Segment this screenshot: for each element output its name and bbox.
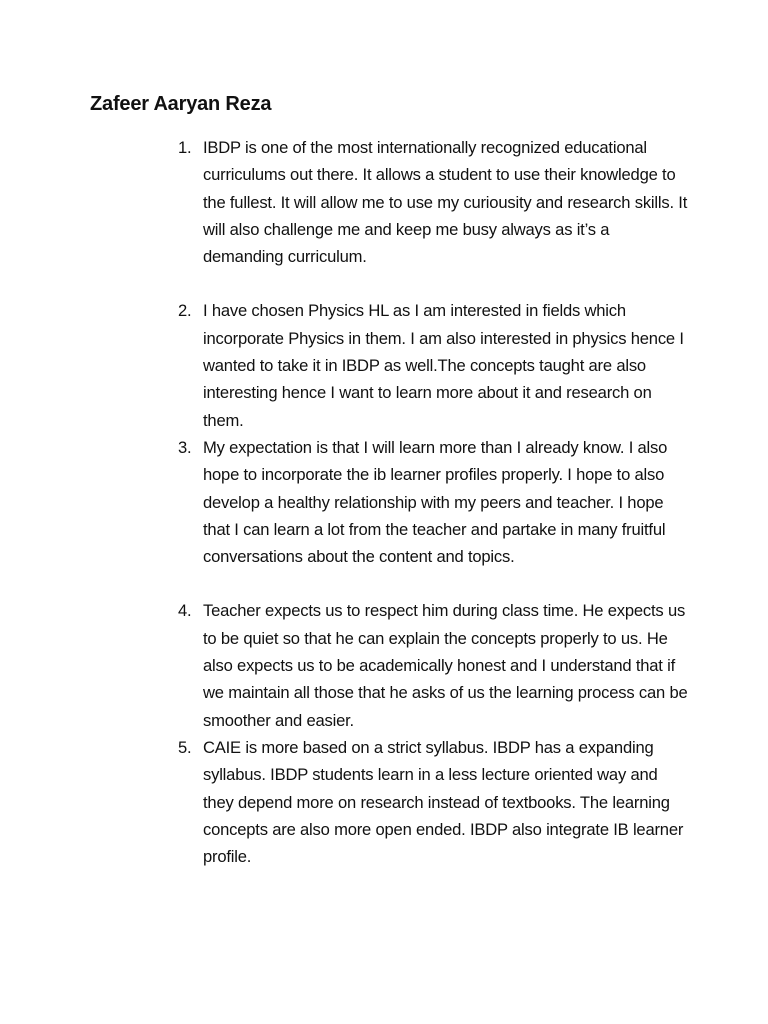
answer-text: IBDP is one of the most internationally recognized educational curriculums out there. It allows a student to use their knowledge to the fullest. It will allow me to use my curiousity and research skills. It will also challenge me and keep me busy always as it’s a demanding curriculum.	[203, 138, 688, 267]
answer-text: CAIE is more based on a strict syllabus. IBDP has a expanding syllabus. IBDP students learn in a less lecture oriented way and they depend more on research instead of textbooks. The learning concepts are also more open ended. IBDP also integrate IB learner profile.	[203, 737, 684, 867]
answer-text: Teacher expects us to respect him during class time. He expects us to be quiet so that he can explain the concepts properly to us. He also expects us to be academically honest and I understand that if we maintain all those that he asks of us the learning process can be smoother and easier.	[203, 601, 688, 730]
answer-list	[170, 134, 690, 870]
answer-number: 2.	[178, 301, 192, 321]
answer-text: My expectation is that I will learn more than I already know. I also hope to incorporate the ib learner profiles properly. I hope to also develop a healthy relationship with my peers and teacher. I hope that I can learn a lot from the teacher and partake in many fruitful conversations about the content and topics.	[203, 437, 668, 567]
answer-item-1	[170, 134, 690, 270]
answer-item-3	[170, 434, 690, 570]
answer-item-5	[170, 734, 690, 870]
answer-number: 5.	[178, 737, 192, 757]
answer-number: 4.	[178, 601, 192, 621]
answer-number: 1.	[178, 138, 192, 157]
answer-number: 3.	[178, 437, 192, 457]
answer-item-4	[170, 597, 690, 733]
answer-item-2	[170, 297, 690, 433]
answer-text: I have chosen Physics HL as I am interested in fields which incorporate Physics in them. I am also interested in physics hence I wanted to take it in IBDP as well.The concepts taught are also interesting hence I want to learn more about it and research on them.	[203, 301, 684, 430]
author-name-heading: Zafeer Aaryan Reza	[90, 93, 272, 115]
